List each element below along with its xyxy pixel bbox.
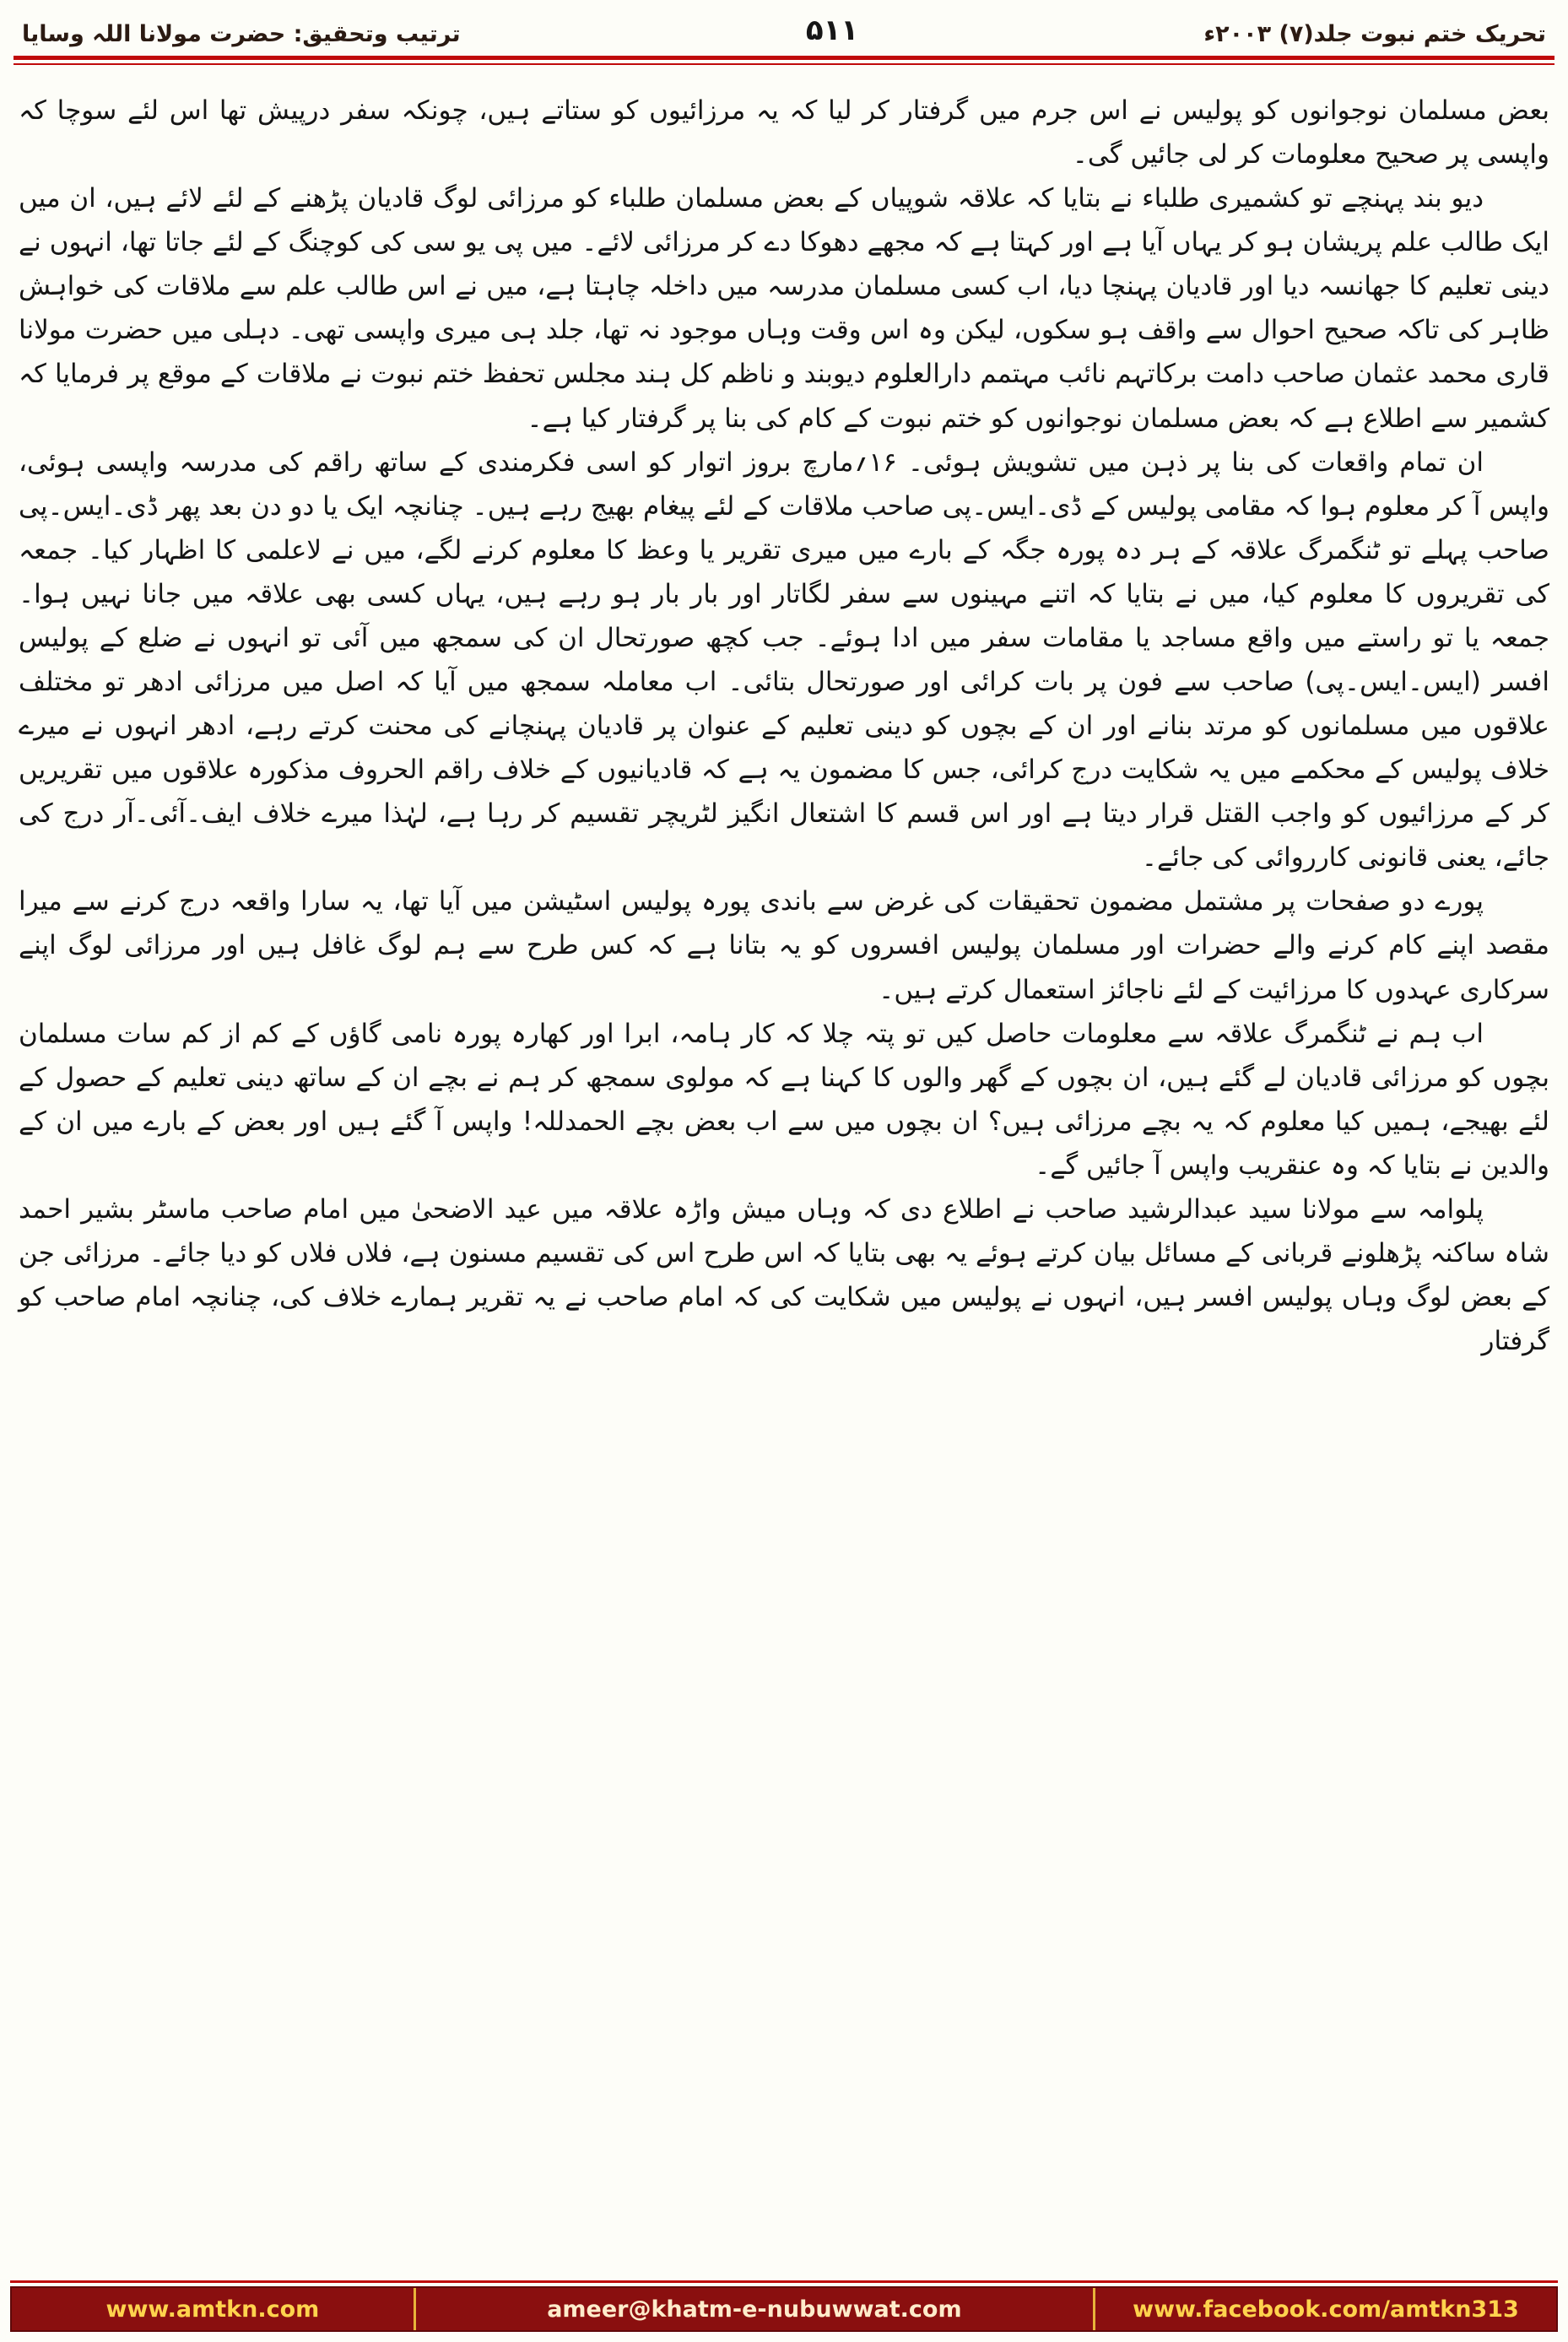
header-compiler-credit: ترتیب وتحقیق: حضرت مولانا اللہ وسایا (22, 21, 461, 47)
header-divider (14, 56, 1554, 65)
header-divider-thick-line (14, 56, 1554, 60)
footer-divider-line (10, 2280, 1558, 2283)
body-paragraph: ان تمام واقعات کی بنا پر ذہن میں تشویش ہوئی۔ ۱۶؍مارچ بروز اتوار کو اسی فکرمندی کے ساتھ راقم کی مدرسہ واپسی ہوئی، واپس آ کر معلوم ہوا کہ مقامی پولیس کے ڈی۔ایس۔پی صاحب ملاقات کے لئے پیغام بھیج رہے ہیں۔ چنانچہ ایک یا دو دن بعد پھر ڈی۔ایس۔پی صاحب پہلے تو ٹنگمرگ علاقہ کے ہر دہ پورہ جگہ کے بارے میں میری تقریر یا وعظ کا معلوم کرنے لگے، میں نے لاعلمی کا اظہار کیا۔ جمعہ کی تقریروں کا معلوم کیا، میں نے بتایا کہ اتنے مہینوں سے سفر لگاتار اور بار بار ہو رہے ہیں، یہاں کسی بھی علاقہ میں جانا نہیں ہوا۔ جمعہ یا تو راستے میں واقع مساجد یا مقامات سفر میں ادا ہوئے۔ جب کچھ صورتحال ان کی سمجھ میں آئی تو انہوں نے ضلع کے پولیس افسر (ایس۔ایس۔پی) صاحب سے فون پر بات کرائی اور صورتحال بتائی۔ اب معاملہ سمجھ میں آیا کہ اصل میں مرزائی ادھر تو مختلف علاقوں میں مسلمانوں کو مرتد بنانے اور ان کے بچوں کو دینی تعلیم کے عنوان پر قادیان پہنچانے کی محنت کرتے رہے، ادھر انہوں نے میرے خلاف پولیس کے محکمے میں یہ شکایت درج کرائی، جس کا مضمون یہ ہے کہ قادیانیوں کے خلاف راقم الحروف مذکورہ علاقوں میں تقریریں کر کے مرزائیوں کو واجب القتل قرار دیتا ہے اور اس قسم کا اشتعال انگیز لٹریچر تقسیم کر رہا ہے، لہٰذا میرے خلاف ایف۔آئی۔آر درج کی جائے، یعنی قانونی کارروائی کی جائے۔ (19, 446, 1549, 874)
body-paragraph: پلوامہ سے مولانا سید عبدالرشید صاحب نے اطلاع دی کہ وہاں میش واڑہ علاقہ میں عید الاضحیٰ میں امام صاحب ماسٹر بشیر احمد شاہ ساکنہ پڑھلونے قربانی کے مسائل بیان کرتے ہوئے یہ بھی بتایا کہ اس طرح اس کی تقسیم مسنون ہے، فلاں فلاں کو دیا جائے۔ مرزائی جن کے بعض لوگ وہاں پولیس افسر ہیں، انہوں نے پولیس میں شکایت کی کہ امام صاحب نے یہ تقریر ہمارے خلاف کی، چنانچہ امام صاحب کو گرفتار (19, 1193, 1549, 1357)
page-header (0, 0, 1568, 51)
page-body-text (0, 65, 1568, 2275)
body-paragraph: دیو بند پہنچے تو کشمیری طلباء نے بتایا کہ علاقہ شوپیاں کے بعض مسلمان طلباء کو مرزائی لوگ قادیان پڑھنے کے لئے لائے ہیں، ان میں ایک طالب علم پریشان ہو کر یہاں آیا ہے اور کہتا ہے کہ مجھے دھوکا دے کر مرزائی لائے۔ میں پی یو سی کی کوچنگ کے لئے جاتا تھا، انہوں نے دینی تعلیم کا جھانسہ دیا اور قادیان پہنچا دیا، اب کسی مسلمان مدرسہ میں داخلہ چاہتا ہے، میں نے اس طالب علم سے ملاقات کی خواہش ظاہر کی تاکہ صحیح احوال سے واقف ہو سکوں، لیکن وہ اس وقت وہاں موجود نہ تھا، جلد ہی میری واپسی تھی۔ دہلی میں حضرت مولانا قاری محمد عثمان صاحب دامت برکاتہم نائب مہتمم دارالعلوم دیوبند و ناظم کل ہند مجلس تحفظ ختم نبوت نے ملاقات کے موقع پر فرمایا کہ کشمیر سے اطلاع ہے کہ بعض مسلمان نوجوانوں کو ختم نبوت کے کام کی بنا پر گرفتار کیا ہے۔ (19, 183, 1549, 434)
body-paragraph: بعض مسلمان نوجوانوں کو پولیس نے اس جرم میں گرفتار کر لیا کہ یہ مرزائیوں کو ستاتے ہیں، چونکہ سفر درپیش تھا اس لئے سوچا کہ واپسی پر صحیح معلومات کر لی جائیں گی۔ (19, 95, 1549, 170)
footer-website-link[interactable]: www.amtkn.com (105, 2296, 320, 2323)
page-number: ۵۱۱ (805, 14, 859, 47)
footer-facebook-link[interactable]: www.facebook.com/amtkn313 (1093, 2288, 1556, 2330)
header-volume-title: تحریک ختم نبوت جلد(۷) ۲۰۰۳ء (1203, 21, 1546, 47)
footer-bar (10, 2286, 1558, 2332)
page-footer (10, 2280, 1558, 2332)
body-paragraph: پورے دو صفحات پر مشتمل مضمون تحقیقات کی غرض سے باندی پورہ پولیس اسٹیشن میں آیا تھا، یہ سارا واقعہ درج کرنے سے میرا مقصد اپنے کام کرنے والے حضرات اور مسلمان پولیس افسروں کو یہ بتانا ہے کہ کس طرح سے ہم لوگ غافل ہیں اور مرزائی لوگ اپنے سرکاری عہدوں کا مرزائیت کے لئے ناجائز استعمال کرتے ہیں۔ (19, 886, 1549, 1005)
footer-email-link[interactable]: ameer@khatm-e-nubuwwat.com (414, 2288, 1093, 2330)
body-paragraph: اب ہم نے ٹنگمرگ علاقہ سے معلومات حاصل کیں تو پتہ چلا کہ کار ہامہ، ابرا اور کھارہ پورہ نامی گاؤں کے کم از کم سات مسلمان بچوں کو مرزائی قادیان لے گئے ہیں، ان بچوں کے گھر والوں کا کہنا ہے کہ مولوی سمجھ کر ہم نے بچے ان کے ساتھ دینی تعلیم کے حصول کے لئے بھیجے، ہمیں کیا معلوم کہ یہ بچے مرزائی ہیں؟ ان بچوں میں سے اب بعض بچے الحمدللہ! واپس آ گئے ہیں اور بعض کے بارے میں ان کے والدین نے بتایا کہ وہ عنقریب واپس آ جائیں گے۔ (19, 1018, 1549, 1181)
